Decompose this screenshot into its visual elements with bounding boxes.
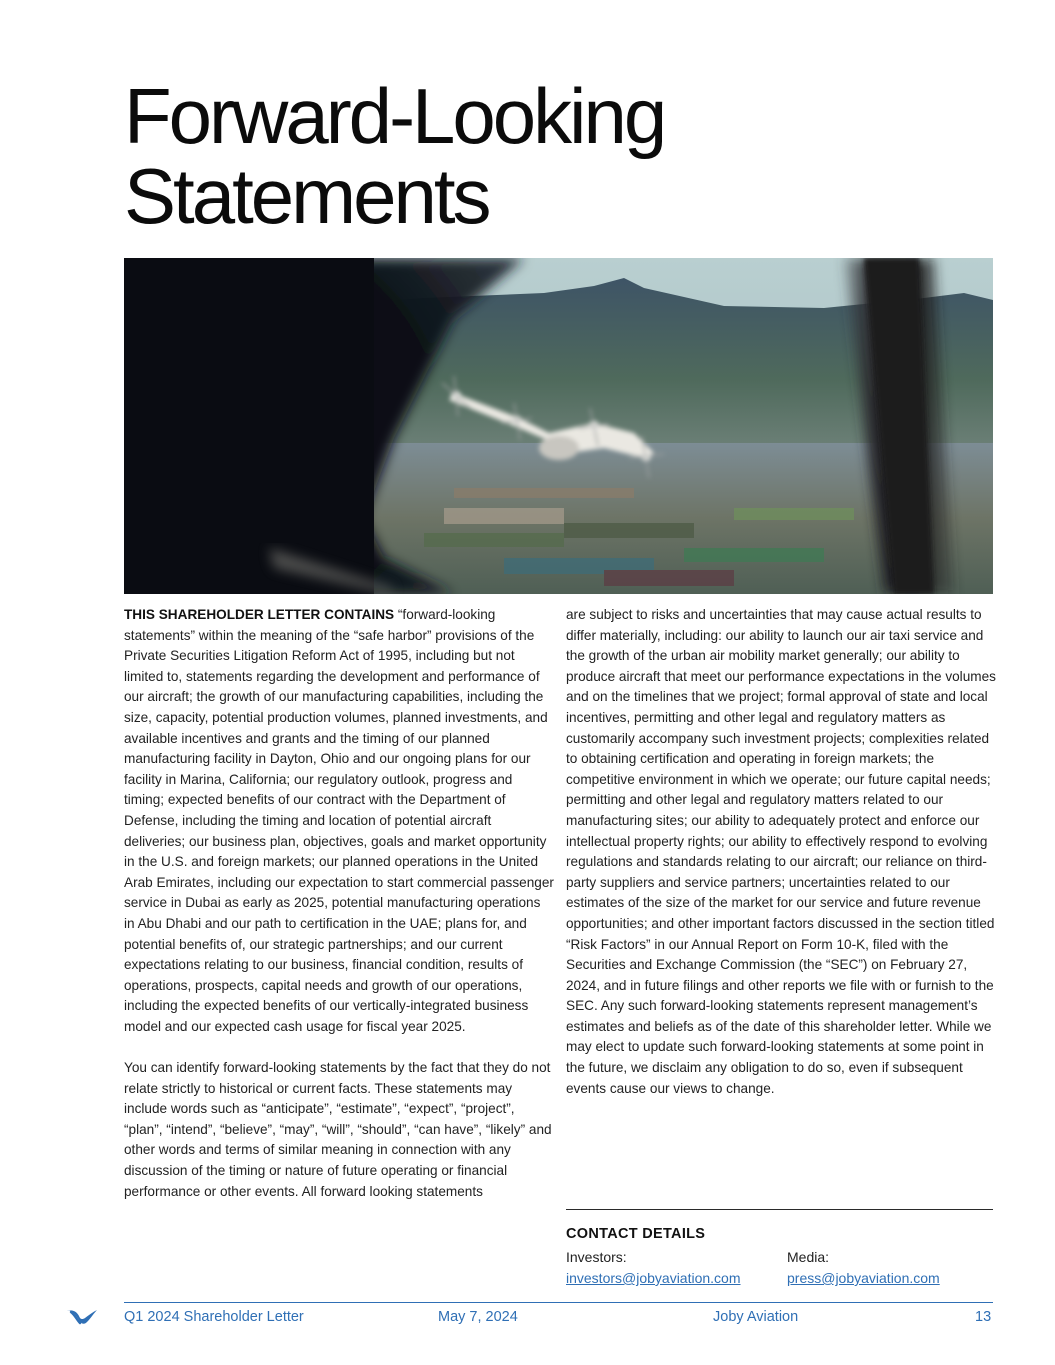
investors-email-link[interactable]: investors@jobyaviation.com: [566, 1270, 741, 1286]
risks-paragraph: are subject to risks and uncertainties that may cause actual results to differ materially, including: our ability to launch our air taxi service and the growth of the urban air mobility market generally; our ability to produce aircraft that meet our performance expectations in the volumes and on the timelines that we project; formal approval of state and local incentives, permitting and other legal and regulatory matters as customarily accompany such investment projects; complexities related to obtaining certification and operating in foreign markets; the competitive environment in which we operate; our future capital needs; permitting and other legal and regulatory matters related to our manufacturing sites; our ability to adequately protect and enforce our intellectual property rights; our ability to effectively respond to evolving regulations and standards relating to our aircraft; our reliance on third-party suppliers and service partners; uncertainties related to our estimates of the size of the market for our service and future revenue opportunities; and other important factors discussed in the section titled “Risk Factors” in our Annual Report on Form 10-K, filed with the Securities and Exchange Commission (the “SEC”) on February 27, 2024, and in future filings and other reports we file with or furnish to the SEC. Any such forward-looking statements represent management’s estimates and beliefs as of the date of this shareholder letter. While we may elect to update such forward-looking statements at some point in the future, we disclaim any obligation to do so, even if subsequent events cause our views to change.: [566, 607, 996, 1096]
body-column-right: [566, 605, 996, 1099]
page-title-line-1: Forward-Looking: [124, 72, 665, 160]
footer-company: Joby Aviation: [713, 1309, 799, 1325]
page-title-line-2: Statements: [124, 152, 489, 240]
page-footer: [0, 1308, 1055, 1330]
footer-document-title: Q1 2024 Shareholder Letter: [124, 1309, 304, 1325]
media-email-link[interactable]: press@jobyaviation.com: [787, 1270, 940, 1286]
footer-date: May 7, 2024: [438, 1309, 518, 1325]
footer-rule: [124, 1302, 993, 1303]
contact-details-heading: CONTACT DETAILS: [566, 1226, 706, 1242]
intro-paragraph-text: “forward-looking statements” within the meaning of the “safe harbor” provisions of the Private Securities Litigation Reform Act of 1995, including but not limited to, statements regarding the development and performance of our aircraft; the growth of our manufacturing capabilities, including the size, capacity, potential production volumes, planned investments, and available incentives and grants and the timing of our planned manufacturing facility in Dayton, Ohio and our ongoing plans for our facility in Marina, California; our regulatory outlook, progress and timing; expected benefits of our contract with the Department of Defense, including the timing and location of potential aircraft deliveries; our business plan, objectives, goals and market opportunity in the U.S. and foreign markets; our planned operations in the United Arab Emirates, including our expectation to start commercial passenger service in Dubai as early as 2025, potential manufacturing operations in Abu Dhabi and our path to certification in the UAE; plans for, and potential benefits of, our strategic partnerships; and our current expectations relating to our business, financial condition, results of operations, prospects, capital needs and growth of our operations, including the expected benefits of our vertically-integrated business model and our expected cash usage for fiscal year 2025.: [124, 607, 554, 1034]
identification-paragraph: You can identify forward-looking statements by the fact that they do not relate strictly to historical or current facts. These statements may include words such as “anticipate”, “estimate”, “expect”, “project”, “plan”, “intend”, “believe”, “may”, “will”, “should”, “can have”, “likely” and other words and terms of similar meaning in connection with any discussion of the timing or nature of future operating or financial performance or other events. All forward looking statements: [124, 1060, 552, 1199]
body-column-left: [124, 605, 554, 1202]
joby-logo-icon: [65, 1306, 99, 1328]
hero-photo: [124, 258, 993, 594]
aircraft-through-window-image: [124, 258, 993, 594]
footer-page-number: 13: [975, 1309, 992, 1325]
intro-paragraph: [124, 605, 554, 1037]
media-label: Media:: [787, 1249, 830, 1265]
page-title: [124, 72, 924, 240]
intro-lead-text: THIS SHAREHOLDER LETTER CONTAINS: [124, 607, 395, 622]
contact-divider: [566, 1209, 993, 1210]
contact-details: [566, 1247, 993, 1289]
investors-label: Investors:: [566, 1249, 627, 1265]
